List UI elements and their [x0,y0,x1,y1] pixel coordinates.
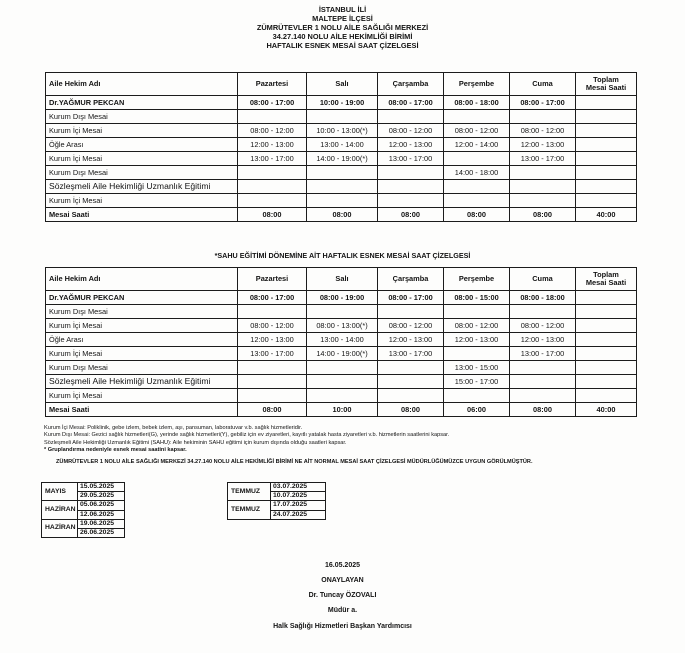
table-cell [510,389,576,403]
table-cell: 13:00 - 17:00 [378,152,444,166]
table-cell [510,166,576,180]
column-header: Cuma [510,268,576,291]
date-row [42,519,125,528]
row-label: Kurum İçi Mesai [46,124,238,138]
table-cell: 13:00 - 14:00 [307,138,378,152]
column-header: Aile Hekim Adı [46,268,238,291]
table-cell: 08:00 [510,403,576,417]
header-district: MALTEPE İLÇESİ [312,13,373,23]
row-label: Kurum İçi Mesai [46,152,238,166]
table-cell [378,166,444,180]
row-label: Kurum İçi Mesai [46,194,238,208]
table-row [46,166,637,180]
table-cell [444,389,510,403]
table-cell [510,194,576,208]
table-cell [444,347,510,361]
table-cell [444,194,510,208]
table-cell [576,180,637,194]
table-cell: 13:00 - 17:00 [510,347,576,361]
date-value: 03.07.2025 [271,483,326,492]
table-cell [444,180,510,194]
table-cell: 08:00 - 12:00 [238,124,307,138]
column-header: Pazartesi [238,73,307,96]
table-cell [378,375,444,389]
table-cell: 13:00 - 15:00 [444,361,510,375]
date-value: 26.06.2025 [78,529,125,538]
table-cell [378,180,444,194]
table-cell: 08:00 - 15:00 [444,291,510,305]
table-cell [307,375,378,389]
month-label: HAZİRAN [42,519,78,537]
signature-title: Müdür a. [327,607,358,614]
table-cell: 12:00 - 13:00 [510,138,576,152]
table-cell: 08:00 - 17:00 [510,96,576,110]
note-sahu: Sözleşmeli Aile Hekimliği Uzmanlık Eğitimi (SAHU): Aile hekiminin SAHU eğitimi için kurum dışında olduğu saatleri kapsar. [44,439,347,446]
date-value: 17.07.2025 [271,501,326,510]
row-label: Mesai Saati [46,208,238,222]
table-cell: 08:00 - 17:00 [378,291,444,305]
row-label: Kurum İçi Mesai [46,347,238,361]
column-header: Toplam Mesai Saati [576,73,637,96]
row-label: Öğle Arası [46,333,238,347]
note-internal: Kurum İçi Mesai: Poliklinik, gebe izlem, bebek izlem, aşı, pansuman, laboratuvar v.b. sağlık hizmetleridir. [44,425,303,431]
table-row [46,375,637,389]
row-label: Sözleşmeli Aile Hekimliği Uzmanlık Eğitimi [46,180,238,194]
header-row [46,73,637,96]
table-cell: 12:00 - 13:00 [444,333,510,347]
table-cell [307,305,378,319]
table-cell [576,319,637,333]
table-cell [238,180,307,194]
table-cell: 08:00 - 17:00 [238,291,307,305]
table-row [46,403,637,417]
column-header: Toplam Mesai Saati [576,268,637,291]
table-cell [307,361,378,375]
month-label: TEMMUZ [228,501,271,519]
table-row [46,208,637,222]
date-row [228,501,326,510]
table-cell: 08:00 - 12:00 [378,319,444,333]
table-cell: 10:00 - 19:00 [307,96,378,110]
table-cell [307,110,378,124]
table-cell: 12:00 - 13:00 [238,333,307,347]
table-row [46,291,637,305]
table-cell: 13:00 - 17:00 [378,347,444,361]
table-cell [510,361,576,375]
document-header [0,6,685,51]
table-cell [238,389,307,403]
month-label: TEMMUZ [228,483,271,501]
signature-role: ONAYLAYAN [321,577,364,584]
row-label: Mesai Saati [46,403,238,417]
table-cell [576,333,637,347]
column-header: Salı [307,73,378,96]
date-value: 15.05.2025 [78,483,125,492]
row-label: Kurum Dışı Mesai [46,166,238,180]
row-label: Kurum Dışı Mesai [46,361,238,375]
table-cell: 08:00 - 12:00 [444,124,510,138]
table-cell: 08:00 - 17:00 [238,96,307,110]
column-header: Aile Hekim Adı [46,73,238,96]
column-header: Çarşamba [378,268,444,291]
table-cell: 08:00 - 18:00 [510,291,576,305]
table-cell [576,96,637,110]
row-label: Öğle Arası [46,138,238,152]
table-cell: 08:00 [307,208,378,222]
row-label: Sözleşmeli Aile Hekimliği Uzmanlık Eğitimi [46,375,238,389]
table-cell: 08:00 [238,208,307,222]
header-unit: 34.27.140 NOLU AİLE HEKİMLİĞİ BİRİMİ [272,31,413,41]
table-cell: 12:00 - 13:00 [510,333,576,347]
header-center: ZÜMRÜTEVLER 1 NOLU AİLE SAĞLIĞI MERKEZİ [256,22,429,32]
date-row [42,483,125,492]
signature-department: Halk Sağlığı Hizmetleri Başkan Yardımcısı [273,623,412,630]
table-cell [378,361,444,375]
signature-name: Dr. Tuncay ÖZOVALI [308,592,377,599]
date-value: 10.07.2025 [271,492,326,501]
table-cell [576,305,637,319]
table-cell: 08:00 - 17:00 [378,96,444,110]
column-header: Perşembe [444,268,510,291]
table-cell: 08:00 - 13:00(*) [307,319,378,333]
table-cell [238,194,307,208]
table-cell: 08:00 [378,208,444,222]
table-cell: 40:00 [576,403,637,417]
table-cell [307,180,378,194]
table-row [46,96,637,110]
signature-date: 16.05.2025 [324,562,361,569]
table-cell [238,375,307,389]
table-cell: 08:00 - 12:00 [510,124,576,138]
row-label: Dr.YAĞMUR PEKCAN [46,291,238,305]
note-grouping: * Gruplandırma nedeniyle esnek mesai saatini kapsar. [44,446,187,453]
row-label: Kurum İçi Mesai [46,389,238,403]
table-cell [238,305,307,319]
table-cell: 08:00 [378,403,444,417]
table-cell: 14:00 - 19:00(*) [307,152,378,166]
table-cell [238,361,307,375]
table-cell: 08:00 - 12:00 [238,319,307,333]
table-cell [576,138,637,152]
table-row [46,194,637,208]
table-cell [576,347,637,361]
table-cell: 08:00 [238,403,307,417]
table-cell: 08:00 - 19:00 [307,291,378,305]
table-cell: 13:00 - 17:00 [238,347,307,361]
table-row [46,347,637,361]
column-header: Cuma [510,73,576,96]
date-value: 19.06.2025 [78,519,125,528]
row-label: Kurum Dışı Mesai [46,110,238,124]
date-row [228,483,326,492]
sahu-dates-left [41,482,125,538]
sahu-schedule-table [45,267,637,417]
month-label: HAZİRAN [42,501,78,519]
sahu-schedule-title: *SAHU EĞİTİMİ DÖNEMİNE AİT HAFTALIK ESNEK MESAİ SAAT ÇİZELGESİ [214,251,471,260]
table-cell: 10:00 [307,403,378,417]
date-value: 24.07.2025 [271,510,326,519]
column-header: Perşembe [444,73,510,96]
table-cell [576,375,637,389]
table-cell: 08:00 - 12:00 [444,319,510,333]
table-cell [576,291,637,305]
table-cell: 12:00 - 13:00 [378,138,444,152]
table-cell: 12:00 - 13:00 [238,138,307,152]
table-cell [510,305,576,319]
table-row [46,110,637,124]
table-cell [378,389,444,403]
table-cell: 08:00 - 12:00 [510,319,576,333]
table-row [46,180,637,194]
table-cell [510,110,576,124]
header-title: HAFTALIK ESNEK MESAİ SAAT ÇİZELGESİ [266,40,419,50]
table-cell [378,194,444,208]
table-cell [576,166,637,180]
sahu-dates-right [227,482,326,520]
date-value: 29.05.2025 [78,492,125,501]
table-cell [576,361,637,375]
confirmation-text: ZÜMRÜTEVLER 1 NOLU AİLE SAĞLIĞI MERKEZİ 34.27.140 NOLU AİLE HEKİMLİĞİ BİRİMİ NE AİT NORMAL MESAİ SAAT ÇİZELGESİ MÜDÜRLÜĞÜMÜZCE UYGUN GÖRÜLMÜŞTÜR. [56,459,533,466]
column-header: Salı [307,268,378,291]
table-cell [576,152,637,166]
table-cell: 08:00 [444,208,510,222]
table-cell: 15:00 - 17:00 [444,375,510,389]
table-row [46,138,637,152]
table-cell: 14:00 - 18:00 [444,166,510,180]
table-cell [444,110,510,124]
row-label: Kurum İçi Mesai [46,319,238,333]
table-cell: 06:00 [444,403,510,417]
table-cell: 40:00 [576,208,637,222]
column-header: Çarşamba [378,73,444,96]
table-cell: 08:00 [510,208,576,222]
table-cell [307,389,378,403]
table-cell [510,180,576,194]
table-cell [510,375,576,389]
table-cell: 13:00 - 17:00 [238,152,307,166]
table-row [46,361,637,375]
table-cell [444,152,510,166]
table-cell: 10:00 - 13:00(*) [307,124,378,138]
table-cell [378,110,444,124]
table-row [46,152,637,166]
table-cell: 13:00 - 17:00 [510,152,576,166]
signature-block [0,558,685,636]
table-cell [307,166,378,180]
table-row [46,124,637,138]
table-row [46,305,637,319]
month-label: MAYIS [42,483,78,501]
row-label: Dr.YAĞMUR PEKCAN [46,96,238,110]
table-cell: 13:00 - 14:00 [307,333,378,347]
table-cell [378,305,444,319]
table-cell: 14:00 - 19:00(*) [307,347,378,361]
column-header: Pazartesi [238,268,307,291]
table-cell [238,110,307,124]
table-cell [576,124,637,138]
date-value: 12.06.2025 [78,510,125,519]
date-value: 05.06.2025 [78,501,125,510]
header-row [46,268,637,291]
table-cell [444,305,510,319]
table-row [46,389,637,403]
table-row [46,333,637,347]
table-cell [307,194,378,208]
table-cell [576,110,637,124]
table-cell: 08:00 - 18:00 [444,96,510,110]
note-external: Kurum Dışı Mesai: Gezici sağlık hizmetleri(G), yerinde sağlık hizmetleri(Y), gebiliz için ev ziyaretleri, kayıtlı yatalak hasta ziyaretleri v.b. hizmetlerin saatlerini kapsar. [44,432,450,439]
table-cell [576,194,637,208]
table-cell [576,389,637,403]
table-row [46,319,637,333]
header-province: İSTANBUL İLİ [318,5,367,14]
table-cell: 12:00 - 13:00 [378,333,444,347]
notes-section [44,425,664,466]
table-cell [238,166,307,180]
weekly-schedule-table [45,72,637,222]
table-cell: 08:00 - 12:00 [378,124,444,138]
table-cell: 12:00 - 14:00 [444,138,510,152]
row-label: Kurum Dışı Mesai [46,305,238,319]
date-row [42,501,125,510]
